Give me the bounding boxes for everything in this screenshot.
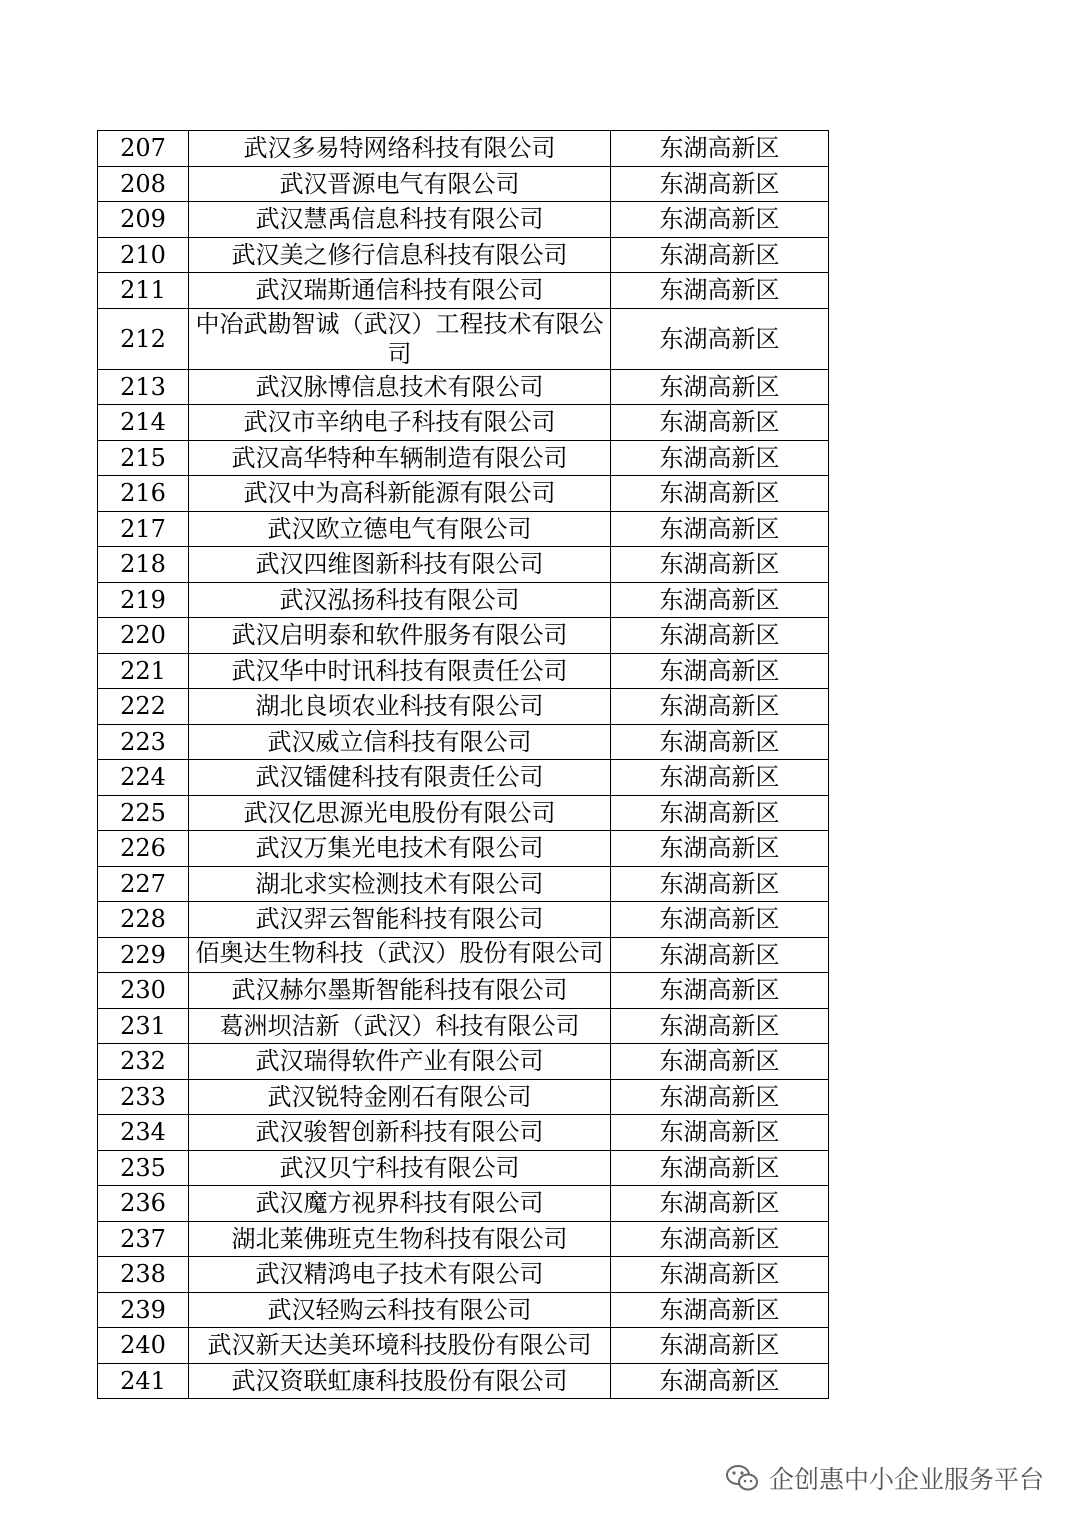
table-row	[98, 440, 829, 476]
company-name: 武汉羿云智能科技有限公司	[189, 902, 611, 938]
row-number: 207	[98, 131, 189, 167]
district: 东湖高新区	[611, 937, 829, 973]
district: 东湖高新区	[611, 1115, 829, 1151]
district: 东湖高新区	[611, 1221, 829, 1257]
row-number: 219	[98, 582, 189, 618]
district: 东湖高新区	[611, 689, 829, 725]
table-row	[98, 760, 829, 796]
company-name: 武汉高华特种车辆制造有限公司	[189, 440, 611, 476]
table-row	[98, 476, 829, 512]
table-row	[98, 724, 829, 760]
table-row	[98, 1044, 829, 1080]
row-number: 218	[98, 547, 189, 583]
table-row	[98, 1292, 829, 1328]
company-name: 武汉瑞得软件产业有限公司	[189, 1044, 611, 1080]
table-row	[98, 973, 829, 1009]
row-number: 226	[98, 831, 189, 867]
row-number: 208	[98, 166, 189, 202]
company-name: 武汉锐特金刚石有限公司	[189, 1079, 611, 1115]
table-row	[98, 831, 829, 867]
company-name: 武汉慧禹信息科技有限公司	[189, 202, 611, 238]
row-number: 231	[98, 1008, 189, 1044]
table-row	[98, 369, 829, 405]
row-number: 223	[98, 724, 189, 760]
company-name: 葛洲坝洁新（武汉）科技有限公司	[189, 1008, 611, 1044]
row-number: 227	[98, 866, 189, 902]
table-row	[98, 1363, 829, 1399]
table-row	[98, 308, 829, 369]
company-table-body	[98, 131, 829, 1399]
company-name: 湖北良顷农业科技有限公司	[189, 689, 611, 725]
company-name: 武汉中为高科新能源有限公司	[189, 476, 611, 512]
table-row	[98, 273, 829, 309]
district: 东湖高新区	[611, 202, 829, 238]
row-number: 232	[98, 1044, 189, 1080]
table-row	[98, 582, 829, 618]
table-row	[98, 1221, 829, 1257]
table-row	[98, 1115, 829, 1151]
table-row	[98, 547, 829, 583]
row-number: 230	[98, 973, 189, 1009]
district: 东湖高新区	[611, 866, 829, 902]
row-number: 224	[98, 760, 189, 796]
watermark-text: 企创惠中小企业服务平台	[768, 1465, 1044, 1494]
company-name: 武汉镭健科技有限责任公司	[189, 760, 611, 796]
row-number: 209	[98, 202, 189, 238]
table-row	[98, 937, 829, 973]
table-row	[98, 653, 829, 689]
row-number: 239	[98, 1292, 189, 1328]
district: 东湖高新区	[611, 1292, 829, 1328]
row-number: 216	[98, 476, 189, 512]
company-name: 武汉亿思源光电股份有限公司	[189, 795, 611, 831]
district: 东湖高新区	[611, 582, 829, 618]
table-row	[98, 166, 829, 202]
table-row	[98, 866, 829, 902]
table-row	[98, 1328, 829, 1364]
row-number: 215	[98, 440, 189, 476]
table-row	[98, 1150, 829, 1186]
company-name: 武汉骏智创新科技有限公司	[189, 1115, 611, 1151]
company-name: 武汉四维图新科技有限公司	[189, 547, 611, 583]
table-row	[98, 1257, 829, 1293]
company-name: 武汉启明泰和软件服务有限公司	[189, 618, 611, 654]
row-number: 225	[98, 795, 189, 831]
district: 东湖高新区	[611, 440, 829, 476]
district: 东湖高新区	[611, 1044, 829, 1080]
table-row	[98, 237, 829, 273]
row-number: 228	[98, 902, 189, 938]
district: 东湖高新区	[611, 405, 829, 441]
company-name: 武汉多易特网络科技有限公司	[189, 131, 611, 167]
company-name: 湖北莱佛班克生物科技有限公司	[189, 1221, 611, 1257]
district: 东湖高新区	[611, 1257, 829, 1293]
company-name: 武汉泓扬科技有限公司	[189, 582, 611, 618]
wechat-watermark	[725, 1460, 1044, 1496]
company-name: 武汉万集光电技术有限公司	[189, 831, 611, 867]
row-number: 238	[98, 1257, 189, 1293]
row-number: 210	[98, 237, 189, 273]
row-number: 212	[98, 308, 189, 369]
row-number: 237	[98, 1221, 189, 1257]
district: 东湖高新区	[611, 902, 829, 938]
company-name: 武汉轻购云科技有限公司	[189, 1292, 611, 1328]
table-row	[98, 1186, 829, 1222]
district: 东湖高新区	[611, 511, 829, 547]
company-name: 佰奥达生物科技（武汉）股份有限公司	[189, 937, 611, 973]
company-name: 武汉赫尔墨斯智能科技有限公司	[189, 973, 611, 1009]
company-name: 中冶武勘智诚（武汉）工程技术有限公司	[189, 308, 611, 369]
row-number: 221	[98, 653, 189, 689]
table-row	[98, 902, 829, 938]
company-name: 湖北求实检测技术有限公司	[189, 866, 611, 902]
district: 东湖高新区	[611, 308, 829, 369]
row-number: 235	[98, 1150, 189, 1186]
district: 东湖高新区	[611, 724, 829, 760]
company-name: 武汉脉博信息技术有限公司	[189, 369, 611, 405]
wechat-icon	[725, 1464, 759, 1492]
company-name: 武汉资联虹康科技股份有限公司	[189, 1363, 611, 1399]
district: 东湖高新区	[611, 369, 829, 405]
company-name: 武汉华中时讯科技有限责任公司	[189, 653, 611, 689]
row-number: 214	[98, 405, 189, 441]
district: 东湖高新区	[611, 237, 829, 273]
row-number: 220	[98, 618, 189, 654]
row-number: 236	[98, 1186, 189, 1222]
district: 东湖高新区	[611, 476, 829, 512]
company-name: 武汉魔方视界科技有限公司	[189, 1186, 611, 1222]
district: 东湖高新区	[611, 1186, 829, 1222]
company-name: 武汉精鸿电子技术有限公司	[189, 1257, 611, 1293]
row-number: 241	[98, 1363, 189, 1399]
table-row	[98, 795, 829, 831]
table-row	[98, 1008, 829, 1044]
district: 东湖高新区	[611, 618, 829, 654]
district: 东湖高新区	[611, 831, 829, 867]
table-row	[98, 511, 829, 547]
company-name: 武汉美之修行信息科技有限公司	[189, 237, 611, 273]
company-name: 武汉新天达美环境科技股份有限公司	[189, 1328, 611, 1364]
district: 东湖高新区	[611, 166, 829, 202]
company-name: 武汉晋源电气有限公司	[189, 166, 611, 202]
district: 东湖高新区	[611, 1150, 829, 1186]
company-name: 武汉瑞斯通信科技有限公司	[189, 273, 611, 309]
district: 东湖高新区	[611, 1328, 829, 1364]
district: 东湖高新区	[611, 653, 829, 689]
row-number: 229	[98, 937, 189, 973]
row-number: 233	[98, 1079, 189, 1115]
table-row	[98, 405, 829, 441]
table-row	[98, 689, 829, 725]
table-row	[98, 618, 829, 654]
district: 东湖高新区	[611, 795, 829, 831]
row-number: 222	[98, 689, 189, 725]
row-number: 234	[98, 1115, 189, 1151]
district: 东湖高新区	[611, 1363, 829, 1399]
company-name: 武汉欧立德电气有限公司	[189, 511, 611, 547]
company-name: 武汉贝宁科技有限公司	[189, 1150, 611, 1186]
company-table	[97, 130, 829, 1399]
row-number: 240	[98, 1328, 189, 1364]
district: 东湖高新区	[611, 547, 829, 583]
district: 东湖高新区	[611, 760, 829, 796]
district: 东湖高新区	[611, 131, 829, 167]
row-number: 217	[98, 511, 189, 547]
district: 东湖高新区	[611, 273, 829, 309]
row-number: 211	[98, 273, 189, 309]
table-row	[98, 202, 829, 238]
district: 东湖高新区	[611, 973, 829, 1009]
row-number: 213	[98, 369, 189, 405]
table-row	[98, 1079, 829, 1115]
table-row	[98, 131, 829, 167]
company-name: 武汉市辛纳电子科技有限公司	[189, 405, 611, 441]
district: 东湖高新区	[611, 1079, 829, 1115]
company-name: 武汉威立信科技有限公司	[189, 724, 611, 760]
company-table-container	[97, 130, 827, 1399]
district: 东湖高新区	[611, 1008, 829, 1044]
